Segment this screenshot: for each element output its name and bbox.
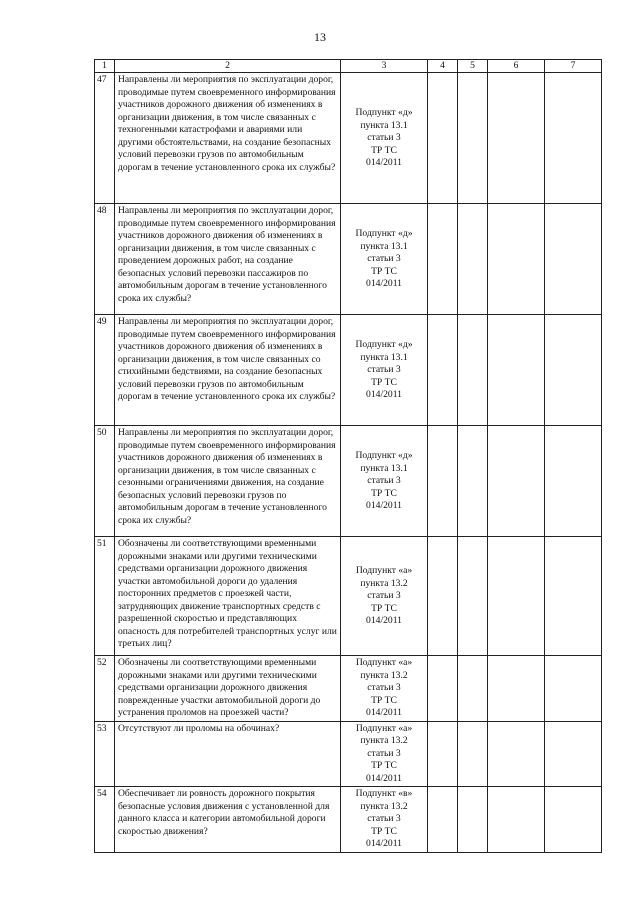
row-number: 53 [95,721,115,786]
table-row [95,656,602,721]
answer-cell [458,426,488,537]
answer-cell [488,656,545,721]
column-header: 4 [428,60,458,73]
answer-cell [545,315,602,426]
answer-cell [458,787,488,852]
answer-cell [488,537,545,656]
legal-reference: Подпункт «в» пункта 13.2 статьи 3 ТР ТС 014/2011 [341,787,428,852]
column-header: 6 [488,60,545,73]
answer-cell [428,73,458,204]
answer-cell [545,204,602,315]
answer-cell [545,787,602,852]
header-row [95,60,602,73]
answer-cell [488,204,545,315]
answer-cell [428,537,458,656]
page-number: 13 [314,30,326,44]
row-number: 49 [95,315,115,426]
table-row [95,537,602,656]
question-text: Обозначены ли соответствующими временными дорожными знаками или другими техническими средствами организации дорожного движения поврежденные участки автомобильной дороги до устранения проломов на проезжей части? [115,656,341,721]
table-row [95,426,602,537]
table-row [95,315,602,426]
column-header: 7 [545,60,602,73]
question-text: Направлены ли мероприятия по эксплуатации дорог, проводимые путем своевременного информирования участников дорожного движения об изменениях в организации движения, в том числе связанных с сезонными ограничениями движения, на создание безопасных условий перевозки грузов по автомобильным дорогам в течение установленного срока их службы? [115,426,341,537]
row-number: 52 [95,656,115,721]
column-header: 5 [458,60,488,73]
table-row [95,787,602,852]
answer-cell [545,537,602,656]
question-text: Направлены ли мероприятия по эксплуатации дорог, проводимые путем своевременного информирования участников дорожного движения об изменениях в организации движения, в том числе связанных со стихийными бедствиями, на создание безопасных условий перевозки грузов по автомобильным дорогам в течение установленного срока их службы? [115,315,341,426]
answer-cell [458,721,488,786]
answer-cell [458,315,488,426]
answer-cell [428,315,458,426]
answer-cell [428,204,458,315]
table-row [95,73,602,204]
answer-cell [488,315,545,426]
column-header: 1 [95,60,115,73]
legal-reference: Подпункт «а» пункта 13.2 статьи 3 ТР ТС 014/2011 [341,537,428,656]
row-number: 48 [95,204,115,315]
legal-reference: Подпункт «а» пункта 13.2 статьи 3 ТР ТС 014/2011 [341,656,428,721]
table-row [95,204,602,315]
legal-reference: Подпункт «д» пункта 13.1 статьи 3 ТР ТС 014/2011 [341,315,428,426]
answer-cell [545,426,602,537]
answer-cell [428,721,458,786]
question-text: Обозначены ли соответствующими временными дорожными знаками или другими техническими средствами организации дорожного движения участки автомобильной дороги до удаления посторонних предметов с проезжей части, затрудняющих движение транспортных средств с разрешенной скоростью и представляющих опасность для потребителей транспортных услуг или третьих лиц? [115,537,341,656]
question-text: Обеспечивает ли ровность дорожного покрытия безопасные условия движения с установленной для данного класса и категории автомобильной дороги скоростью движения? [115,787,341,852]
answer-cell [458,537,488,656]
question-text: Направлены ли мероприятия по эксплуатации дорог, проводимые путем своевременного информирования участников дорожного движения об изменениях в организации движения, в том числе связанных с проведением дорожных работ, на создание безопасных условий перевозки пассажиров по автомобильным дорогам в течение установленного срока их службы? [115,204,341,315]
answer-cell [488,787,545,852]
answer-cell [488,73,545,204]
answer-cell [428,426,458,537]
answer-cell [428,787,458,852]
legal-reference: Подпункт «д» пункта 13.1 статьи 3 ТР ТС 014/2011 [341,426,428,537]
legal-reference: Подпункт «д» пункта 13.1 статьи 3 ТР ТС 014/2011 [341,73,428,204]
answer-cell [458,656,488,721]
legal-reference: Подпункт «д» пункта 13.1 статьи 3 ТР ТС 014/2011 [341,204,428,315]
row-number: 54 [95,787,115,852]
row-number: 50 [95,426,115,537]
question-text: Направлены ли мероприятия по эксплуатации дорог, проводимые путем своевременного информирования участников дорожного движения об изменениях в организации движения, в том числе связанных с техногенными катастрофами и авариями или другими обстоятельствами, на создание безопасных условий перевозки грузов по автомобильным дорогам в течение установленного срока их службы? [115,73,341,204]
table-row [95,721,602,786]
row-number: 47 [95,73,115,204]
legal-reference: Подпункт «а» пункта 13.2 статьи 3 ТР ТС 014/2011 [341,721,428,786]
column-header: 2 [115,60,341,73]
question-text: Отсутствуют ли проломы на обочинах? [115,721,341,786]
row-number: 51 [95,537,115,656]
answer-cell [488,721,545,786]
answer-cell [458,204,488,315]
answer-cell [488,426,545,537]
answer-cell [545,656,602,721]
answer-cell [545,721,602,786]
answer-cell [545,73,602,204]
answer-cell [428,656,458,721]
column-header: 3 [341,60,428,73]
checklist-table [94,59,602,853]
answer-cell [458,73,488,204]
